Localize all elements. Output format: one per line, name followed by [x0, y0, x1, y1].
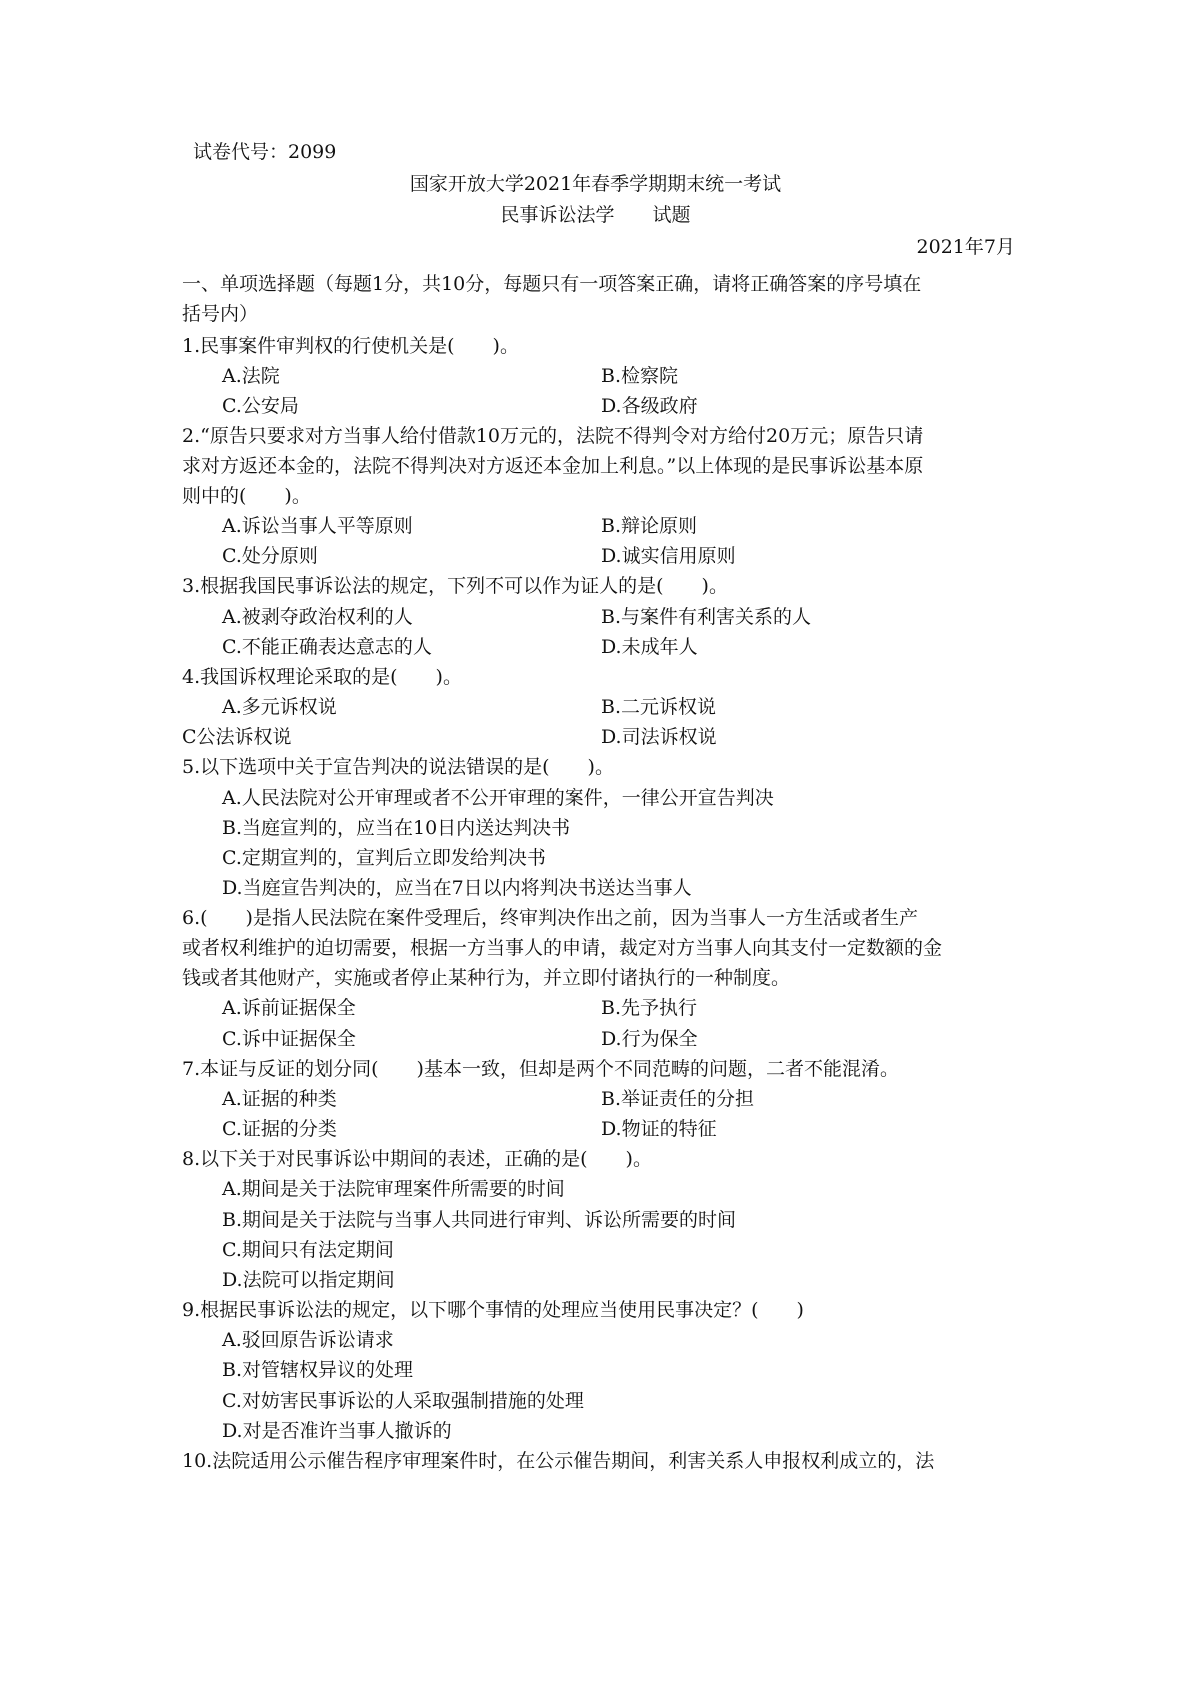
question-9-option-a: A.驳回原告诉讼请求 — [222, 1329, 394, 1351]
question-6-option-d: D.行为保全 — [601, 1028, 698, 1050]
question-2-stem-cont: 求对方返还本金的，法院不得判决对方返还本金加上利息。”以上体现的是民事诉讼基本原 — [182, 455, 924, 477]
question-1-stem: 1.民事案件审判权的行使机关是( )。 — [182, 335, 519, 357]
question-2-option-b: B.辩论原则 — [601, 515, 698, 537]
section-heading: 一、单项选择题（每题1分，共10分，每题只有一项答案正确，请将正确答案的序号填在 — [182, 273, 922, 295]
question-3-option-d: D.未成年人 — [601, 636, 698, 658]
section-heading-cont: 括号内） — [182, 303, 259, 325]
question-9-option-c: C.对妨害民事诉讼的人采取强制措施的处理 — [222, 1390, 584, 1412]
question-6-option-b: B.先予执行 — [601, 997, 698, 1019]
question-6-stem: 6.( )是指人民法院在案件受理后，终审判决作出之前，因为当事人一方生活或者生产 — [182, 907, 918, 929]
question-7-option-c: C.证据的分类 — [222, 1118, 337, 1140]
question-4-option-c: C公法诉权说 — [182, 726, 292, 748]
question-4-option-a: A.多元诉权说 — [222, 696, 337, 718]
question-6-option-a: A.诉前证据保全 — [222, 997, 356, 1019]
question-7-option-a: A.证据的种类 — [222, 1088, 337, 1110]
paper-code: 试卷代号：2099 — [193, 141, 337, 163]
question-5-option-a: A.人民法院对公开审理或者不公开审理的案件，一律公开宣告判决 — [222, 787, 774, 809]
question-4-stem: 4.我国诉权理论采取的是( )。 — [182, 666, 462, 688]
question-8-option-a: A.期间是关于法院审理案件所需要的时间 — [222, 1178, 565, 1200]
question-7-option-b: B.举证责任的分担 — [601, 1088, 755, 1110]
question-9-stem: 9.根据民事诉讼法的规定，以下哪个事情的处理应当使用民事决定？( ) — [182, 1299, 804, 1321]
question-1-option-a: A.法院 — [222, 365, 280, 387]
question-2-stem: 2.“原告只要求对方当事人给付借款10万元的，法院不得判令对方给付20万元；原告只请 — [182, 425, 924, 447]
question-8-option-c: C.期间只有法定期间 — [222, 1239, 394, 1261]
question-3-option-a: A.被剥夺政治权利的人 — [222, 606, 413, 628]
question-8-option-d: D.法院可以指定期间 — [222, 1269, 395, 1291]
question-1-option-d: D.各级政府 — [601, 395, 698, 417]
exam-subtitle: 民事诉讼法学 试题 — [500, 204, 691, 226]
exam-title: 国家开放大学2021年春季学期期末统一考试 — [409, 173, 782, 195]
question-3-option-b: B.与案件有利害关系的人 — [601, 606, 812, 628]
question-2-option-d: D.诚实信用原则 — [601, 545, 736, 567]
question-6-option-c: C.诉中证据保全 — [222, 1028, 356, 1050]
question-1-option-c: C.公安局 — [222, 395, 299, 417]
question-8-option-b: B.期间是关于法院与当事人共同进行审判、诉讼所需要的时间 — [222, 1209, 737, 1231]
exam-date: 2021年7月 — [916, 236, 1015, 258]
question-5-option-b: B.当庭宣判的，应当在10日内送达判决书 — [222, 817, 571, 839]
question-6-stem-end: 钱或者其他财产，实施或者停止某种行为，并立即付诸执行的一种制度。 — [182, 967, 791, 989]
question-2-option-c: C.处分原则 — [222, 545, 318, 567]
question-7-option-d: D.物证的特征 — [601, 1118, 717, 1140]
question-6-stem-cont: 或者权利维护的迫切需要，根据一方当事人的申请，裁定对方当事人向其支付一定数额的金 — [182, 937, 943, 959]
question-5-option-d: D.当庭宣告判决的，应当在7日以内将判决书送达当事人 — [222, 877, 692, 899]
question-8-stem: 8.以下关于对民事诉讼中期间的表述，正确的是( )。 — [182, 1148, 652, 1170]
question-1-option-b: B.检察院 — [601, 365, 679, 387]
question-7-stem: 7.本证与反证的划分同( )基本一致，但却是两个不同范畴的问题，二者不能混淆。 — [182, 1058, 899, 1080]
question-2-stem-end: 则中的( )。 — [182, 485, 311, 507]
question-3-stem: 3.根据我国民事诉讼法的规定，下列不可以作为证人的是( )。 — [182, 575, 728, 597]
question-2-option-a: A.诉讼当事人平等原则 — [222, 515, 413, 537]
question-3-option-c: C.不能正确表达意志的人 — [222, 636, 432, 658]
question-5-stem: 5.以下选项中关于宣告判决的说法错误的是( )。 — [182, 756, 614, 778]
question-9-option-b: B.对管辖权异议的处理 — [222, 1359, 414, 1381]
question-9-option-d: D.对是否准许当事人撤诉的 — [222, 1420, 452, 1442]
question-4-option-d: D.司法诉权说 — [601, 726, 717, 748]
question-5-option-c: C.定期宣判的，宣判后立即发给判决书 — [222, 847, 546, 869]
question-4-option-b: B.二元诉权说 — [601, 696, 717, 718]
question-10-stem: 10.法院适用公示催告程序审理案件时，在公示催告期间，利害关系人申报权利成立的，法 — [182, 1450, 935, 1472]
